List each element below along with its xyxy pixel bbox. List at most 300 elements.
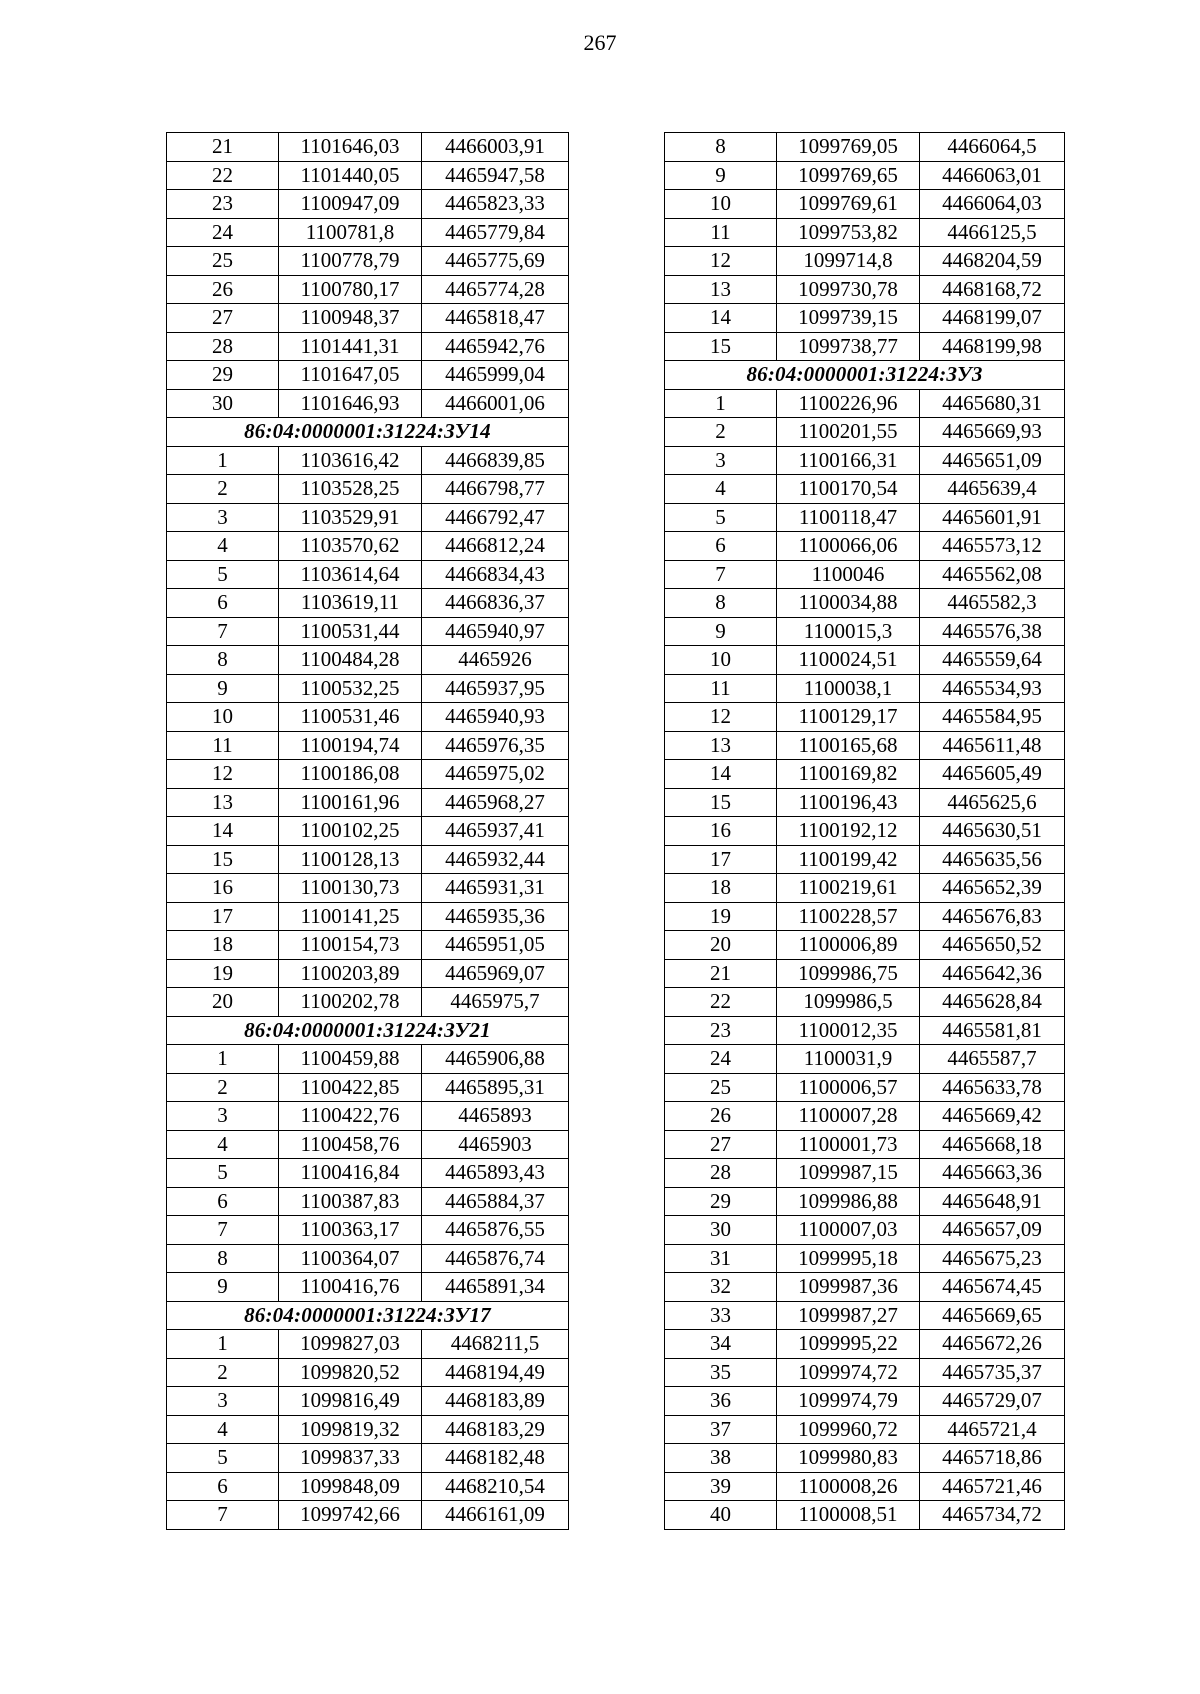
y-coordinate-cell: 4468211,5 xyxy=(422,1330,569,1359)
coordinate-row xyxy=(665,218,1065,247)
section-header-row xyxy=(665,361,1065,390)
x-coordinate-cell: 1100458,76 xyxy=(279,1130,422,1159)
point-number-cell: 11 xyxy=(665,674,777,703)
coordinate-row xyxy=(167,674,569,703)
x-coordinate-cell: 1099819,32 xyxy=(279,1415,422,1444)
coordinate-row xyxy=(167,475,569,504)
y-coordinate-cell: 4465926 xyxy=(422,646,569,675)
point-number-cell: 32 xyxy=(665,1273,777,1302)
x-coordinate-cell: 1100034,88 xyxy=(777,589,920,618)
y-coordinate-cell: 4468183,29 xyxy=(422,1415,569,1444)
y-coordinate-cell: 4465648,91 xyxy=(920,1187,1065,1216)
coordinate-row xyxy=(665,446,1065,475)
x-coordinate-cell: 1099995,22 xyxy=(777,1330,920,1359)
x-coordinate-cell: 1100102,25 xyxy=(279,817,422,846)
point-number-cell: 11 xyxy=(665,218,777,247)
point-number-cell: 10 xyxy=(167,703,279,732)
coordinate-row xyxy=(665,1387,1065,1416)
x-coordinate-cell: 1100948,37 xyxy=(279,304,422,333)
coordinate-row xyxy=(167,731,569,760)
x-coordinate-cell: 1099769,05 xyxy=(777,133,920,162)
point-number-cell: 17 xyxy=(665,845,777,874)
point-number-cell: 7 xyxy=(167,1501,279,1530)
coordinate-row xyxy=(665,1045,1065,1074)
x-coordinate-cell: 1100166,31 xyxy=(777,446,920,475)
x-coordinate-cell: 1100128,13 xyxy=(279,845,422,874)
y-coordinate-cell: 4465721,4 xyxy=(920,1415,1065,1444)
coordinate-row xyxy=(665,161,1065,190)
coordinate-row xyxy=(665,332,1065,361)
coordinate-row xyxy=(665,1216,1065,1245)
y-coordinate-cell: 4465935,36 xyxy=(422,902,569,931)
x-coordinate-cell: 1099986,5 xyxy=(777,988,920,1017)
x-coordinate-cell: 1099987,36 xyxy=(777,1273,920,1302)
y-coordinate-cell: 4465893,43 xyxy=(422,1159,569,1188)
y-coordinate-cell: 4466792,47 xyxy=(422,503,569,532)
point-number-cell: 12 xyxy=(167,760,279,789)
point-number-cell: 2 xyxy=(665,418,777,447)
coordinate-row xyxy=(665,1187,1065,1216)
y-coordinate-cell: 4465601,91 xyxy=(920,503,1065,532)
point-number-cell: 10 xyxy=(665,190,777,219)
point-number-cell: 9 xyxy=(167,674,279,703)
y-coordinate-cell: 4466836,37 xyxy=(422,589,569,618)
point-number-cell: 6 xyxy=(167,1472,279,1501)
coordinate-row xyxy=(665,1301,1065,1330)
x-coordinate-cell: 1100203,89 xyxy=(279,959,422,988)
coordinate-row xyxy=(665,959,1065,988)
y-coordinate-cell: 4465582,3 xyxy=(920,589,1065,618)
y-coordinate-cell: 4465672,26 xyxy=(920,1330,1065,1359)
y-coordinate-cell: 4465940,93 xyxy=(422,703,569,732)
x-coordinate-cell: 1100532,25 xyxy=(279,674,422,703)
y-coordinate-cell: 4466001,06 xyxy=(422,389,569,418)
coordinate-row xyxy=(167,1073,569,1102)
y-coordinate-cell: 4465642,36 xyxy=(920,959,1065,988)
y-coordinate-cell: 4465779,84 xyxy=(422,218,569,247)
y-coordinate-cell: 4465633,78 xyxy=(920,1073,1065,1102)
x-coordinate-cell: 1100031,9 xyxy=(777,1045,920,1074)
coordinate-row xyxy=(665,874,1065,903)
y-coordinate-cell: 4465823,33 xyxy=(422,190,569,219)
coordinate-row xyxy=(167,503,569,532)
point-number-cell: 29 xyxy=(665,1187,777,1216)
section-header-row xyxy=(167,1301,569,1330)
y-coordinate-cell: 4465932,44 xyxy=(422,845,569,874)
point-number-cell: 5 xyxy=(665,503,777,532)
coordinate-row xyxy=(167,275,569,304)
y-coordinate-cell: 4465729,07 xyxy=(920,1387,1065,1416)
point-number-cell: 15 xyxy=(665,788,777,817)
point-number-cell: 12 xyxy=(665,247,777,276)
coordinate-row xyxy=(665,589,1065,618)
coordinate-row xyxy=(167,1501,569,1530)
x-coordinate-cell: 1099986,88 xyxy=(777,1187,920,1216)
coordinate-row xyxy=(167,1244,569,1273)
x-coordinate-cell: 1100008,26 xyxy=(777,1472,920,1501)
point-number-cell: 13 xyxy=(665,731,777,760)
x-coordinate-cell: 1100422,85 xyxy=(279,1073,422,1102)
y-coordinate-cell: 4465937,95 xyxy=(422,674,569,703)
coordinate-row xyxy=(167,361,569,390)
point-number-cell: 14 xyxy=(167,817,279,846)
x-coordinate-cell: 1100219,61 xyxy=(777,874,920,903)
point-number-cell: 19 xyxy=(167,959,279,988)
coordinate-row xyxy=(167,845,569,874)
coordinate-row xyxy=(665,617,1065,646)
y-coordinate-cell: 4465895,31 xyxy=(422,1073,569,1102)
x-coordinate-cell: 1099769,65 xyxy=(777,161,920,190)
x-coordinate-cell: 1103614,64 xyxy=(279,560,422,589)
y-coordinate-cell: 4465669,93 xyxy=(920,418,1065,447)
y-coordinate-cell: 4465669,42 xyxy=(920,1102,1065,1131)
point-number-cell: 6 xyxy=(167,589,279,618)
y-coordinate-cell: 4465774,28 xyxy=(422,275,569,304)
x-coordinate-cell: 1103616,42 xyxy=(279,446,422,475)
y-coordinate-cell: 4465628,84 xyxy=(920,988,1065,1017)
x-coordinate-cell: 1100118,47 xyxy=(777,503,920,532)
point-number-cell: 9 xyxy=(665,617,777,646)
point-number-cell: 3 xyxy=(167,1387,279,1416)
x-coordinate-cell: 1100015,3 xyxy=(777,617,920,646)
coordinate-row xyxy=(167,874,569,903)
y-coordinate-cell: 4465635,56 xyxy=(920,845,1065,874)
coordinate-row xyxy=(167,304,569,333)
point-number-cell: 9 xyxy=(167,1273,279,1302)
x-coordinate-cell: 1100199,42 xyxy=(777,845,920,874)
point-number-cell: 34 xyxy=(665,1330,777,1359)
point-number-cell: 11 xyxy=(167,731,279,760)
point-number-cell: 20 xyxy=(665,931,777,960)
coordinate-row xyxy=(167,1387,569,1416)
x-coordinate-cell: 1100001,73 xyxy=(777,1130,920,1159)
y-coordinate-cell: 4465893 xyxy=(422,1102,569,1131)
x-coordinate-cell: 1100947,09 xyxy=(279,190,422,219)
y-coordinate-cell: 4465976,35 xyxy=(422,731,569,760)
x-coordinate-cell: 1100012,35 xyxy=(777,1016,920,1045)
x-coordinate-cell: 1100202,78 xyxy=(279,988,422,1017)
y-coordinate-cell: 4466064,03 xyxy=(920,190,1065,219)
x-coordinate-cell: 1100130,73 xyxy=(279,874,422,903)
x-coordinate-cell: 1100024,51 xyxy=(777,646,920,675)
y-coordinate-cell: 4465573,12 xyxy=(920,532,1065,561)
y-coordinate-cell: 4465657,09 xyxy=(920,1216,1065,1245)
point-number-cell: 2 xyxy=(167,1073,279,1102)
y-coordinate-cell: 4465951,05 xyxy=(422,931,569,960)
coordinate-row xyxy=(167,389,569,418)
coordinate-row xyxy=(167,218,569,247)
cadastral-number: 86:04:0000001:31224:ЗУ17 xyxy=(167,1301,569,1330)
y-coordinate-cell: 4466063,01 xyxy=(920,161,1065,190)
coordinate-row xyxy=(167,247,569,276)
coordinate-row xyxy=(167,988,569,1017)
y-coordinate-cell: 4465663,36 xyxy=(920,1159,1065,1188)
point-number-cell: 10 xyxy=(665,646,777,675)
point-number-cell: 26 xyxy=(665,1102,777,1131)
x-coordinate-cell: 1100186,08 xyxy=(279,760,422,789)
y-coordinate-cell: 4466834,43 xyxy=(422,560,569,589)
coordinate-row xyxy=(167,332,569,361)
y-coordinate-cell: 4468199,98 xyxy=(920,332,1065,361)
y-coordinate-cell: 4466125,5 xyxy=(920,218,1065,247)
point-number-cell: 37 xyxy=(665,1415,777,1444)
point-number-cell: 15 xyxy=(167,845,279,874)
point-number-cell: 31 xyxy=(665,1244,777,1273)
coordinate-row xyxy=(167,902,569,931)
x-coordinate-cell: 1099816,49 xyxy=(279,1387,422,1416)
x-coordinate-cell: 1100778,79 xyxy=(279,247,422,276)
y-coordinate-cell: 4465611,48 xyxy=(920,731,1065,760)
x-coordinate-cell: 1100006,57 xyxy=(777,1073,920,1102)
x-coordinate-cell: 1100154,73 xyxy=(279,931,422,960)
point-number-cell: 23 xyxy=(665,1016,777,1045)
x-coordinate-cell: 1103529,91 xyxy=(279,503,422,532)
y-coordinate-cell: 4465534,93 xyxy=(920,674,1065,703)
y-coordinate-cell: 4465937,41 xyxy=(422,817,569,846)
point-number-cell: 27 xyxy=(665,1130,777,1159)
x-coordinate-cell: 1100781,8 xyxy=(279,218,422,247)
x-coordinate-cell: 1099742,66 xyxy=(279,1501,422,1530)
coordinate-row xyxy=(167,646,569,675)
x-coordinate-cell: 1099753,82 xyxy=(777,218,920,247)
x-coordinate-cell: 1103570,62 xyxy=(279,532,422,561)
point-number-cell: 39 xyxy=(665,1472,777,1501)
coordinate-row xyxy=(665,1159,1065,1188)
coordinate-row xyxy=(665,931,1065,960)
y-coordinate-cell: 4465818,47 xyxy=(422,304,569,333)
y-coordinate-cell: 4466161,09 xyxy=(422,1501,569,1530)
x-coordinate-cell: 1103619,11 xyxy=(279,589,422,618)
x-coordinate-cell: 1099960,72 xyxy=(777,1415,920,1444)
coordinate-row xyxy=(167,1330,569,1359)
x-coordinate-cell: 1100008,51 xyxy=(777,1501,920,1530)
coordinate-row xyxy=(665,1130,1065,1159)
y-coordinate-cell: 4465576,38 xyxy=(920,617,1065,646)
point-number-cell: 8 xyxy=(167,1244,279,1273)
point-number-cell: 29 xyxy=(167,361,279,390)
x-coordinate-cell: 1100459,88 xyxy=(279,1045,422,1074)
point-number-cell: 20 xyxy=(167,988,279,1017)
coordinate-row xyxy=(167,1273,569,1302)
coordinate-row xyxy=(167,161,569,190)
y-coordinate-cell: 4468182,48 xyxy=(422,1444,569,1473)
coordinate-row xyxy=(167,1102,569,1131)
y-coordinate-cell: 4468210,54 xyxy=(422,1472,569,1501)
x-coordinate-cell: 1100038,1 xyxy=(777,674,920,703)
y-coordinate-cell: 4465947,58 xyxy=(422,161,569,190)
x-coordinate-cell: 1101440,05 xyxy=(279,161,422,190)
coordinate-row xyxy=(665,190,1065,219)
y-coordinate-cell: 4465584,95 xyxy=(920,703,1065,732)
x-coordinate-cell: 1100046 xyxy=(777,560,920,589)
point-number-cell: 7 xyxy=(167,1216,279,1245)
coordinate-row xyxy=(665,247,1065,276)
y-coordinate-cell: 4465975,7 xyxy=(422,988,569,1017)
point-number-cell: 5 xyxy=(167,1159,279,1188)
x-coordinate-cell: 1103528,25 xyxy=(279,475,422,504)
coordinate-row xyxy=(665,902,1065,931)
point-number-cell: 1 xyxy=(167,1330,279,1359)
coordinate-row xyxy=(665,760,1065,789)
x-coordinate-cell: 1100165,68 xyxy=(777,731,920,760)
x-coordinate-cell: 1099827,03 xyxy=(279,1330,422,1359)
x-coordinate-cell: 1100196,43 xyxy=(777,788,920,817)
y-coordinate-cell: 4466812,24 xyxy=(422,532,569,561)
coordinates-table-right xyxy=(664,132,1065,1530)
point-number-cell: 8 xyxy=(167,646,279,675)
point-number-cell: 9 xyxy=(665,161,777,190)
y-coordinate-cell: 4465630,51 xyxy=(920,817,1065,846)
point-number-cell: 8 xyxy=(665,133,777,162)
point-number-cell: 14 xyxy=(665,304,777,333)
x-coordinate-cell: 1100141,25 xyxy=(279,902,422,931)
x-coordinate-cell: 1100169,82 xyxy=(777,760,920,789)
coordinate-row xyxy=(665,1358,1065,1387)
point-number-cell: 7 xyxy=(167,617,279,646)
y-coordinate-cell: 4465605,49 xyxy=(920,760,1065,789)
x-coordinate-cell: 1099987,27 xyxy=(777,1301,920,1330)
coordinate-row xyxy=(167,560,569,589)
y-coordinate-cell: 4468194,49 xyxy=(422,1358,569,1387)
coordinate-row xyxy=(665,275,1065,304)
point-number-cell: 1 xyxy=(167,1045,279,1074)
coordinate-row xyxy=(665,1415,1065,1444)
coordinate-row xyxy=(665,304,1065,333)
point-number-cell: 2 xyxy=(167,1358,279,1387)
y-coordinate-cell: 4465968,27 xyxy=(422,788,569,817)
coordinate-row xyxy=(167,1358,569,1387)
x-coordinate-cell: 1100422,76 xyxy=(279,1102,422,1131)
point-number-cell: 8 xyxy=(665,589,777,618)
y-coordinate-cell: 4468168,72 xyxy=(920,275,1065,304)
point-number-cell: 19 xyxy=(665,902,777,931)
x-coordinate-cell: 1099714,8 xyxy=(777,247,920,276)
coordinate-row xyxy=(665,1501,1065,1530)
coordinate-row xyxy=(665,1444,1065,1473)
point-number-cell: 5 xyxy=(167,560,279,589)
cadastral-number: 86:04:0000001:31224:ЗУ3 xyxy=(665,361,1065,390)
coordinate-row xyxy=(167,589,569,618)
point-number-cell: 6 xyxy=(665,532,777,561)
x-coordinate-cell: 1100416,84 xyxy=(279,1159,422,1188)
coordinate-row xyxy=(665,646,1065,675)
point-number-cell: 16 xyxy=(167,874,279,903)
y-coordinate-cell: 4465940,97 xyxy=(422,617,569,646)
point-number-cell: 40 xyxy=(665,1501,777,1530)
point-number-cell: 15 xyxy=(665,332,777,361)
coordinate-row xyxy=(167,133,569,162)
point-number-cell: 13 xyxy=(665,275,777,304)
point-number-cell: 22 xyxy=(167,161,279,190)
coordinate-row xyxy=(167,1045,569,1074)
x-coordinate-cell: 1100226,96 xyxy=(777,389,920,418)
coordinate-row xyxy=(167,1415,569,1444)
point-number-cell: 3 xyxy=(167,1102,279,1131)
x-coordinate-cell: 1100201,55 xyxy=(777,418,920,447)
coordinate-row xyxy=(665,560,1065,589)
y-coordinate-cell: 4465999,04 xyxy=(422,361,569,390)
coordinate-row xyxy=(167,1444,569,1473)
y-coordinate-cell: 4465674,45 xyxy=(920,1273,1065,1302)
coordinate-row xyxy=(167,959,569,988)
coordinate-row xyxy=(167,931,569,960)
x-coordinate-cell: 1100192,12 xyxy=(777,817,920,846)
point-number-cell: 18 xyxy=(167,931,279,960)
point-number-cell: 5 xyxy=(167,1444,279,1473)
y-coordinate-cell: 4465969,07 xyxy=(422,959,569,988)
coordinate-row xyxy=(665,389,1065,418)
y-coordinate-cell: 4465891,34 xyxy=(422,1273,569,1302)
y-coordinate-cell: 4465652,39 xyxy=(920,874,1065,903)
coordinate-row xyxy=(665,845,1065,874)
coordinate-row xyxy=(665,1330,1065,1359)
x-coordinate-cell: 1101441,31 xyxy=(279,332,422,361)
point-number-cell: 1 xyxy=(665,389,777,418)
y-coordinate-cell: 4468199,07 xyxy=(920,304,1065,333)
point-number-cell: 2 xyxy=(167,475,279,504)
coordinate-row xyxy=(167,1472,569,1501)
y-coordinate-cell: 4466839,85 xyxy=(422,446,569,475)
x-coordinate-cell: 1099739,15 xyxy=(777,304,920,333)
point-number-cell: 27 xyxy=(167,304,279,333)
x-coordinate-cell: 1099986,75 xyxy=(777,959,920,988)
coordinate-row xyxy=(665,475,1065,504)
point-number-cell: 3 xyxy=(665,446,777,475)
point-number-cell: 12 xyxy=(665,703,777,732)
x-coordinate-cell: 1100364,07 xyxy=(279,1244,422,1273)
y-coordinate-cell: 4468204,59 xyxy=(920,247,1065,276)
point-number-cell: 4 xyxy=(167,1130,279,1159)
section-header-row xyxy=(167,418,569,447)
point-number-cell: 23 xyxy=(167,190,279,219)
y-coordinate-cell: 4468183,89 xyxy=(422,1387,569,1416)
point-number-cell: 28 xyxy=(665,1159,777,1188)
coordinate-row xyxy=(665,731,1065,760)
y-coordinate-cell: 4465735,37 xyxy=(920,1358,1065,1387)
section-header-row xyxy=(167,1016,569,1045)
coordinate-row xyxy=(665,1273,1065,1302)
coordinate-row xyxy=(167,760,569,789)
cadastral-number: 86:04:0000001:31224:ЗУ14 xyxy=(167,418,569,447)
y-coordinate-cell: 4465651,09 xyxy=(920,446,1065,475)
x-coordinate-cell: 1100531,46 xyxy=(279,703,422,732)
x-coordinate-cell: 1099837,33 xyxy=(279,1444,422,1473)
point-number-cell: 36 xyxy=(665,1387,777,1416)
point-number-cell: 16 xyxy=(665,817,777,846)
coordinate-row xyxy=(167,1130,569,1159)
coordinate-row xyxy=(665,1472,1065,1501)
x-coordinate-cell: 1100194,74 xyxy=(279,731,422,760)
x-coordinate-cell: 1100066,06 xyxy=(777,532,920,561)
coordinate-row xyxy=(665,133,1065,162)
point-number-cell: 38 xyxy=(665,1444,777,1473)
y-coordinate-cell: 4466064,5 xyxy=(920,133,1065,162)
point-number-cell: 22 xyxy=(665,988,777,1017)
coordinate-row xyxy=(167,788,569,817)
point-number-cell: 7 xyxy=(665,560,777,589)
y-coordinate-cell: 4465775,69 xyxy=(422,247,569,276)
x-coordinate-cell: 1099987,15 xyxy=(777,1159,920,1188)
x-coordinate-cell: 1100416,76 xyxy=(279,1273,422,1302)
x-coordinate-cell: 1100170,54 xyxy=(777,475,920,504)
point-number-cell: 18 xyxy=(665,874,777,903)
coordinate-row xyxy=(167,617,569,646)
x-coordinate-cell: 1100780,17 xyxy=(279,275,422,304)
point-number-cell: 14 xyxy=(665,760,777,789)
x-coordinate-cell: 1100161,96 xyxy=(279,788,422,817)
point-number-cell: 25 xyxy=(167,247,279,276)
y-coordinate-cell: 4466003,91 xyxy=(422,133,569,162)
